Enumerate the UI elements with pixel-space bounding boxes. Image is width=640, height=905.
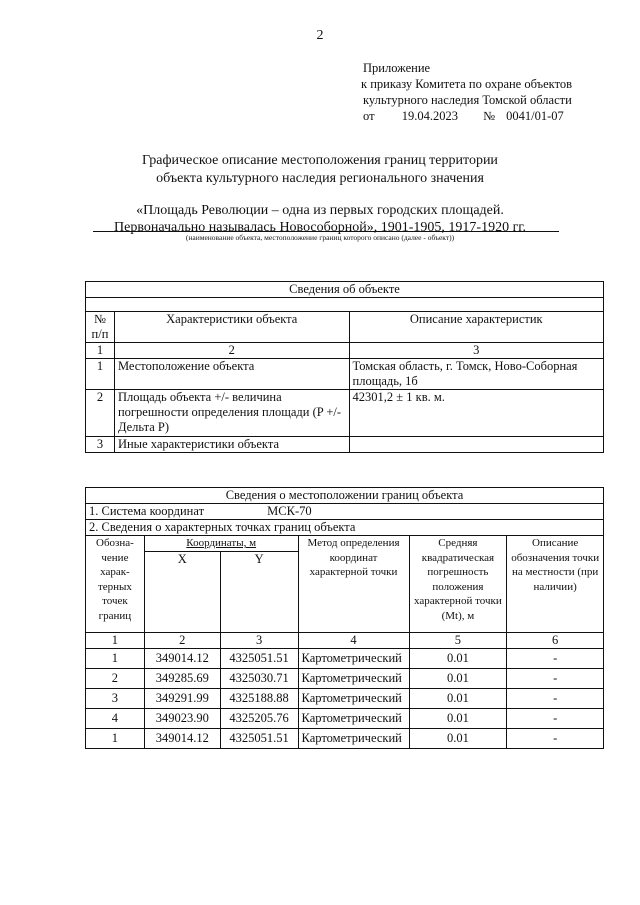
row-characteristic: Иные характеристики объекта — [114, 437, 349, 453]
col-header-point-descr: Описание обозначения точки на местности (при наличии) — [507, 536, 604, 633]
object-name-caption: (наименование объекта, местоположение границ которого описано (далее - объект)) — [185, 233, 455, 242]
index-cell: 1 — [86, 343, 115, 359]
underline — [93, 231, 559, 232]
row-number: 2 — [86, 390, 115, 437]
table-heading: Сведения об объекте — [86, 282, 604, 298]
col-header-error: Средняя квадратическая погрешность положения характерной точки (Mt), м — [409, 536, 507, 633]
point-descr: - — [507, 708, 604, 728]
table-row — [86, 668, 604, 688]
index-cell: 1 — [86, 632, 145, 648]
date-prefix: от — [363, 109, 375, 123]
point-error: 0.01 — [409, 668, 507, 688]
point-method: Картометрический — [298, 688, 409, 708]
point-descr: - — [507, 648, 604, 668]
point-number: 3 — [86, 688, 145, 708]
page-number: 2 — [316, 28, 324, 43]
point-y: 4325051.51 — [220, 648, 298, 668]
point-error: 0.01 — [409, 728, 507, 748]
row-description: 42301,2 ± 1 кв. м. — [349, 390, 603, 437]
table-heading: Сведения о местоположении границ объекта — [86, 488, 604, 504]
order-number: 0041/01-07 — [506, 109, 564, 123]
appendix-block — [363, 60, 572, 124]
point-x: 349014.12 — [144, 648, 220, 668]
appendix-line: Приложение — [363, 61, 431, 75]
point-method: Картометрический — [298, 648, 409, 668]
table-row — [86, 728, 604, 748]
point-descr: - — [507, 668, 604, 688]
object-name-line: Первоначально называлась Новособорной», 1901-1905, 1917-1920 гг. — [114, 220, 526, 235]
point-method: Картометрический — [298, 728, 409, 748]
appendix-line: к приказу Комитета по охране объектов — [361, 77, 573, 91]
order-date: 19.04.2023 — [401, 109, 458, 123]
point-error: 0.01 — [409, 648, 507, 668]
point-number: 1 — [86, 728, 145, 748]
point-x: 349291.99 — [144, 688, 220, 708]
col-header-y: Y — [220, 551, 298, 632]
col-header-method: Метод определения координат характерной точки — [298, 536, 409, 633]
boundaries-table — [85, 487, 604, 749]
row-description: Томская область, г. Томск, Ново-Соборная площадь, 1б — [349, 359, 603, 390]
row-number: 3 — [86, 437, 115, 453]
index-cell: 5 — [409, 632, 507, 648]
col-header-x: X — [144, 551, 220, 632]
coord-system-label: 1. Система координат — [89, 504, 205, 518]
row-description — [349, 437, 603, 453]
table-row — [86, 359, 604, 390]
index-cell: 3 — [220, 632, 298, 648]
coord-system-row — [86, 504, 604, 520]
points-label-row: 2. Сведения о характерных точках границ объекта — [86, 520, 604, 536]
point-number: 2 — [86, 668, 145, 688]
appendix-date-line — [363, 108, 572, 124]
col-header-num: № п/п — [86, 312, 115, 343]
index-cell: 4 — [298, 632, 409, 648]
table-row — [86, 708, 604, 728]
table-row — [86, 390, 604, 437]
point-y: 4325188.88 — [220, 688, 298, 708]
title-line: объекта культурного наследия регионального значения — [156, 171, 484, 186]
index-cell: 2 — [114, 343, 349, 359]
index-cell: 2 — [144, 632, 220, 648]
point-descr: - — [507, 728, 604, 748]
table-row — [86, 437, 604, 453]
index-cell: 6 — [507, 632, 604, 648]
point-y: 4325030.71 — [220, 668, 298, 688]
col-header-desc: Описание характеристик — [349, 312, 603, 343]
point-number: 4 — [86, 708, 145, 728]
object-info-table — [85, 281, 604, 453]
point-x: 349285.69 — [144, 668, 220, 688]
point-error: 0.01 — [409, 708, 507, 728]
document-title — [0, 152, 640, 188]
point-error: 0.01 — [409, 688, 507, 708]
index-cell: 3 — [349, 343, 603, 359]
table-row — [86, 648, 604, 668]
point-method: Картометрический — [298, 668, 409, 688]
row-number: 1 — [86, 359, 115, 390]
appendix-line: культурного наследия Томской области — [363, 93, 572, 107]
title-line: Графическое описание местоположения границ территории — [142, 153, 498, 168]
point-method: Картометрический — [298, 708, 409, 728]
row-characteristic: Местоположение объекта — [114, 359, 349, 390]
table-row — [86, 688, 604, 708]
point-y: 4325205.76 — [220, 708, 298, 728]
row-characteristic: Площадь объекта +/- величина погрешности определения площади (P +/- Дельта P) — [114, 390, 349, 437]
point-x: 349014.12 — [144, 728, 220, 748]
col-header-designation: Обозна-чение харак-терных точек границ — [86, 536, 145, 633]
object-name-line: «Площадь Революции – одна из первых городских площадей. — [136, 203, 504, 218]
col-header-char: Характеристики объекта — [114, 312, 349, 343]
point-number: 1 — [86, 648, 145, 668]
col-header-coords: Координаты, м — [144, 536, 298, 552]
number-prefix: № — [483, 109, 495, 123]
point-x: 349023.90 — [144, 708, 220, 728]
coord-system-value: МСК-70 — [267, 504, 312, 518]
point-y: 4325051.51 — [220, 728, 298, 748]
spacer-row — [86, 298, 604, 312]
point-descr: - — [507, 688, 604, 708]
